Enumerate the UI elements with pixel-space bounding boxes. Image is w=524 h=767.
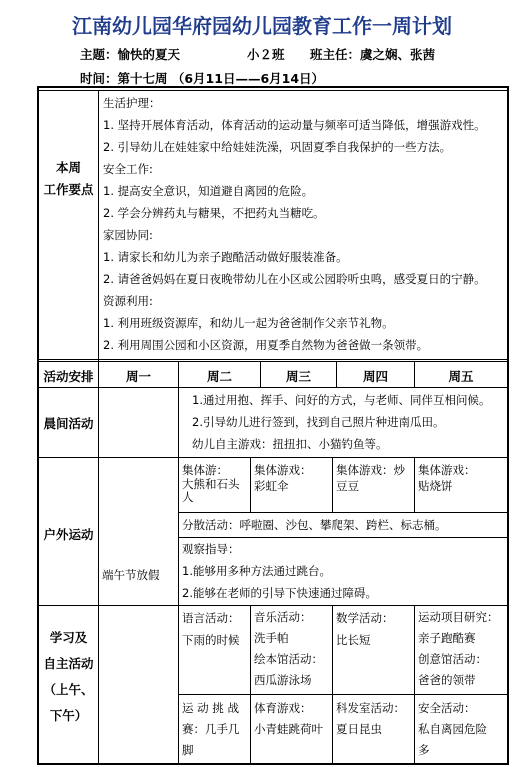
class-label: 小２班 [247, 47, 285, 62]
morning-line: 2.引导幼儿进行签到，找到自己照片种进南瓜田。 [192, 415, 445, 429]
outdoor-group-game-fri: 集体游戏： 贴烧饼 [418, 463, 476, 493]
observe-line: 观察指导： [182, 542, 240, 556]
study-tue-1: 语言活动： 下雨的时候 [182, 611, 240, 647]
focus-line: 2. 请爸爸妈妈在夏日夜晚带幼儿在小区或公园聆听虫鸣，感受夏日的宁静。 [103, 272, 486, 286]
focus-line: 2. 学会分辨药丸与糖果，不把药丸当糖吃。 [103, 206, 325, 220]
header-tuesday: 周二 [206, 369, 232, 384]
focus-line: 2. 引导幼儿在娃娃家中给娃娃洗澡，巩固夏季自我保护的一些方法。 [103, 140, 452, 154]
outdoor-group-game-wed: 集体游戏： 彩虹伞 [254, 463, 312, 493]
focus-line: 安全工作: [103, 162, 153, 176]
monday-holiday-note: 端午节放假 [102, 568, 160, 582]
morning-label: 晨间活动 [43, 416, 94, 431]
outdoor-scattered: 分散活动：呼啦圈、沙包、攀爬架、跨栏、标志桶。 [182, 518, 447, 532]
study-thu-1: 数学活动： 比长短 [336, 611, 394, 647]
focus-line: 生活护理： [103, 96, 161, 110]
observe-line: 1.能够用多种方法通过跳台。 [182, 564, 331, 578]
header-thursday: 周四 [362, 369, 388, 384]
morning-line: 幼儿自主游戏：扭扭扣、小猫钓鱼等。 [192, 437, 388, 451]
header-activity: 活动安排 [43, 369, 94, 384]
observe-line: 2.能够在老师的引导下快速通过障碍。 [182, 586, 377, 600]
time-label: 时间：第十七周 （6月11日——6月14日） [80, 71, 325, 86]
outdoor-group-game-tue: 集体游： 大熊和石头人 [182, 463, 240, 504]
focus-line: 资源利用: [103, 294, 153, 308]
focus-line: 2. 利用周围公园和小区资源，用夏季自然物为爸爸做一条领带。 [103, 338, 429, 352]
focus-line: 1. 坚持开展体育活动，体育活动的运动量与频率可适当降低，增强游戏性。 [103, 118, 486, 132]
study-wed-2: 体育游戏： 小青蛙跳荷叶 [254, 701, 323, 736]
focus-line: 1. 利用班级资源库，和幼儿一起为爸爸制作父亲节礼物。 [103, 316, 394, 330]
header-wednesday: 周三 [285, 369, 311, 384]
study-label: 学习及 自主活动 （上午、 下午） [43, 630, 94, 723]
morning-line: 1.通过用抱、挥手、问好的方式，与老师、同伴互相问候。 [192, 393, 491, 407]
study-wed-1: 音乐活动： 洗手帕 绘本馆活动： 西瓜游泳场 [254, 610, 323, 687]
theme-label: 主题：愉快的夏天 [80, 47, 181, 62]
study-fri-1: 运动项目研究： 亲子跑酷赛 创意馆活动： 爸爸的领带 [418, 610, 499, 687]
focus-line: 1. 请家长和幼儿为亲子跑酷活动做好服装准备。 [103, 250, 348, 264]
header-monday: 周一 [125, 369, 151, 384]
header-friday: 周五 [448, 369, 474, 384]
focus-line: 家园协同: [103, 228, 153, 242]
focus-label: 本周 工作要点 [43, 160, 94, 197]
outdoor-group-game-thu: 集体游戏：炒 豆豆 [336, 463, 405, 493]
study-thu-2: 科发室活动： 夏日昆虫 [336, 701, 405, 736]
teacher-label: 班主任：虞之娴、张茜 [310, 47, 436, 62]
page-title: 江南幼儿园华府园幼儿园教育工作一周计划 [72, 14, 452, 38]
study-tue-2: 运 动 挑 战 赛：几手几 脚 [182, 701, 240, 757]
outdoor-label: 户外运动 [43, 527, 94, 542]
focus-line: 1. 提高安全意识，知道避自离园的危险。 [103, 184, 314, 198]
study-fri-2: 安全活动： 私自离园危险 多 [418, 701, 487, 757]
